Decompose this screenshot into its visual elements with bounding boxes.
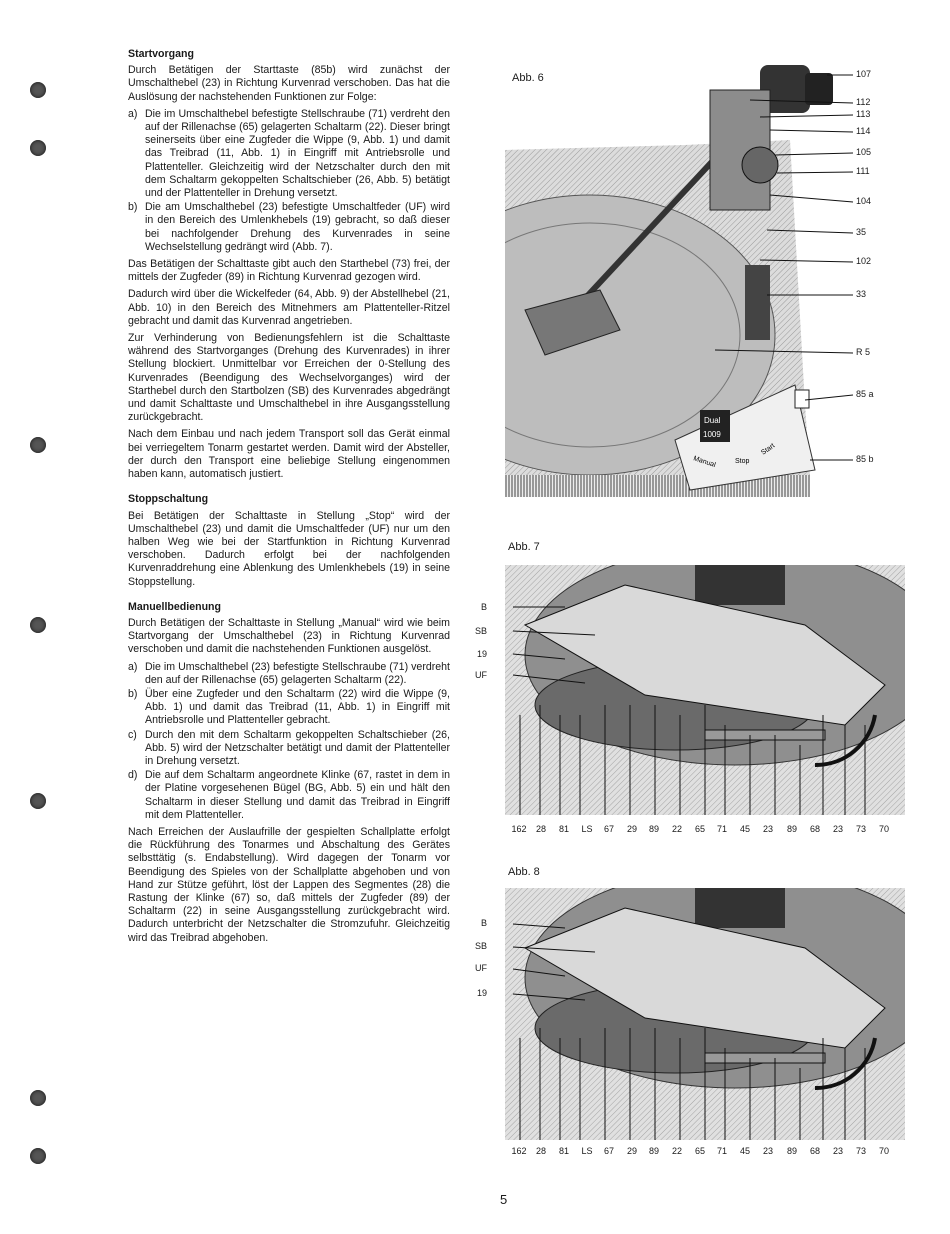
part-number: 162	[511, 1146, 527, 1156]
spring-rod	[705, 1053, 825, 1063]
list-text: Durch den mit dem Schaltarm gekoppelten Schaltschieber (26, Abb. 5) wird der Netzschalter betätigt und damit der Plattenteller in Drehung versetzt.	[145, 728, 450, 767]
spring-rod	[705, 730, 825, 740]
callout-label: 33	[856, 289, 867, 299]
part-number: 89	[648, 1146, 660, 1156]
list-item	[128, 688, 450, 728]
callout-label: 85 a	[856, 389, 874, 399]
callout-label: B	[480, 918, 487, 928]
list-letter: b)	[128, 687, 138, 700]
part-number: 28	[535, 824, 547, 834]
plate-label-dual: Dual	[704, 416, 721, 425]
list-letter: a)	[128, 107, 138, 120]
part-number: 68	[809, 824, 821, 834]
part-number: 89	[786, 1146, 798, 1156]
part-number: 45	[739, 824, 751, 834]
part-number: 45	[739, 1146, 751, 1156]
callout-label: 112	[856, 97, 871, 107]
list-letter: a)	[128, 660, 138, 673]
list-text: Die im Umschalthebel (23) befestigte Stellschraube (71) verdreht den auf der Rillenachse (65) gelagerten Schaltarm (22).	[145, 660, 450, 686]
part-number: 89	[786, 824, 798, 834]
callout-label: R 5	[856, 347, 871, 357]
binder-hole	[30, 82, 46, 98]
part-number: 29	[626, 1146, 638, 1156]
callout-label: 104	[856, 196, 872, 206]
part-number: LS	[581, 824, 593, 834]
part-number: 89	[648, 824, 660, 834]
callout-label: 111	[856, 166, 870, 176]
part-number: 73	[855, 824, 867, 834]
tonearm-bearing	[742, 147, 778, 183]
plate-label-start: Start	[760, 442, 777, 457]
list-item	[128, 769, 450, 822]
list-item	[128, 729, 450, 769]
heading-stop: Stoppschaltung	[128, 493, 209, 506]
callout-label: UF	[475, 963, 487, 973]
paragraph: Dadurch wird über die Wickelfeder (64, Abb. 9) der Abstellhebel (21, Abb. 10) in den Bereich des Mitnehmers am Plattenteller-Ritzel gebracht und damit das Kurvenrad angetrieben.	[128, 288, 450, 327]
figure-abb6-turntable	[505, 55, 950, 505]
callout-label: B	[480, 602, 487, 612]
figure-caption-abb8: Abb. 8	[508, 866, 540, 878]
callout-label: 113	[856, 109, 871, 119]
list-item	[128, 201, 450, 254]
spindle-housing	[695, 888, 785, 928]
stop-text: Bei Betätigen der Schalttaste in Stellung „Stop“ wird der Umschalthebel (23) und damit die Umschaltfeder (UF) nur um den halben Weg wie bei der Startfunktion in Richtung Kurvenrad verschoben. Dadurch erfolgt bei der nachfolgenden Kurvenraddrehung eine Ablenkung des Umlenkhebels (19) in seine Stoppstellung.	[128, 509, 450, 588]
start-intro: Durch Betätigen der Starttaste (85b) wird zunächst der Umschalthebel (23) in Richtung Kurvenrad verschoben. Das hat die Auslösung der nachstehenden Funktionen zur Folge:	[128, 64, 450, 103]
callout-label: 114	[856, 126, 871, 136]
part-number: 67	[603, 1146, 615, 1156]
binder-hole	[30, 437, 46, 453]
list-letter: d)	[128, 769, 138, 782]
figure-abb7-mechanism	[505, 565, 905, 815]
part-number: 81	[558, 824, 570, 834]
list-text: Die am Umschalthebel (23) befestigte Umschaltfeder (UF) wird in den Bereich des Umlenkhebels (19) gebracht, so daß dieser bei nachfolgender Drehung des Kurvenrades in seine Wechselstellung gedrängt wird (Abb. 7).	[145, 201, 450, 253]
part-number: 162	[511, 824, 527, 834]
part-number: 70	[878, 1146, 890, 1156]
callout-label: 102	[856, 256, 872, 266]
heading-manual: Manuellbedienung	[128, 600, 221, 613]
part-number: 71	[716, 824, 728, 834]
callout-label: 19	[476, 649, 487, 659]
part-number: 28	[535, 1146, 547, 1156]
paragraph: Nach dem Einbau und nach jedem Transport soll das Gerät einmal bei verriegeltem Tonarm gestartet werden. Damit wird der Absteller, der durch den Transport eine beliebige Stellung eingenommen haben kann, automatisch justiert.	[128, 428, 450, 481]
spindle-housing	[695, 565, 785, 605]
abb8-bottom-numbers	[0, 1146, 950, 1158]
list-text: Die im Umschalthebel befestigte Stellschraube (71) verdreht den auf der Rillenachse (65) gelagerten Schaltarm (22). Dieser bringt seinerseits über eine Zugfeder die Wippe (9, Abb. 1) und damit das Treibrad (11, Abb. 1) in Eingriff mit Antriebsrolle und Plattenteller. Gleichzeitig wird der Netzschalter durch den mit dem Schaltarm gekoppelten Schaltschieber (26, Abb. 5) betätigt und der Plattenteller in Drehung versetzt.	[145, 107, 450, 200]
plate-label-model: 1009	[703, 430, 721, 439]
part-number: 29	[626, 824, 638, 834]
binder-hole	[30, 140, 46, 156]
callout-label: 107	[856, 69, 872, 79]
plate-label-manual: Manual	[692, 455, 717, 469]
part-number: 65	[694, 1146, 706, 1156]
paragraph: Das Betätigen der Schalttaste gibt auch den Starthebel (73) frei, der mittels der Zugfeder (89) in Richtung Kurvenrad gezogen wird.	[128, 258, 450, 284]
part-number: 23	[832, 1146, 844, 1156]
abb7-bottom-numbers	[0, 824, 950, 836]
callout-label: 19	[476, 988, 487, 998]
list-text: Die auf dem Schaltarm angeordnete Klinke (67, rastet in dem in der Platine vorgesehenen Bügel (BG, Abb. 5) ein und hält den Schaltarm in dieser Stellung und damit das Treibrad in Eingriff mit dem Plattenteller.	[145, 769, 450, 821]
part-number: 71	[716, 1146, 728, 1156]
list-item	[128, 108, 450, 200]
manual-list	[128, 661, 450, 822]
callout-label: 85 b	[856, 454, 874, 464]
binder-hole	[30, 617, 46, 633]
manual-outro: Nach Erreichen der Auslaufrille der gespielten Schallplatte erfolgt die Rückführung des Tonarmes und Abschaltung des Gerätes selbsttätig (s. Endabstellung). Wird dagegen der Tonarm vor Beendigung des Spieles von der Schallplatte abgehoben und von Hand zur Stütze geführt, löst der Lappen des Segmentes (28) die Rastung der Klinke (67) so, daß mittels der Zugfeder (89) der Schaltarm (22) in seine Ausgangsstellung zurückgebracht wird. Dadurch unterbricht der Netzschalter die Stromzufuhr. Gleichzeitig wird das Treibrad abgehoben.	[128, 825, 450, 944]
binder-hole	[30, 793, 46, 809]
list-letter: c)	[128, 728, 137, 741]
part-number: 23	[762, 824, 774, 834]
plate-label-stop: Stop	[735, 458, 750, 465]
key-85a	[795, 390, 809, 408]
part-number: 81	[558, 1146, 570, 1156]
start-list	[128, 108, 450, 254]
part-number: 68	[809, 1146, 821, 1156]
section-manual	[128, 601, 450, 945]
text-column	[128, 48, 450, 949]
callout-label: 105	[856, 147, 872, 157]
part-number: LS	[581, 1146, 593, 1156]
figure-caption-abb6: Abb. 6	[512, 72, 544, 84]
binder-hole	[30, 1090, 46, 1106]
part-number: 67	[603, 824, 615, 834]
list-item	[128, 661, 450, 687]
counterweight-knob	[805, 73, 833, 105]
part-number: 65	[694, 824, 706, 834]
callout-label: SB	[474, 626, 487, 636]
callout-label: UF	[475, 670, 487, 680]
figure-abb8-mechanism	[505, 888, 905, 1140]
part-number: 23	[832, 824, 844, 834]
callout-label: SB	[474, 941, 487, 951]
figure-caption-abb7: Abb. 7	[508, 541, 540, 553]
heading-start: Startvorgang	[128, 48, 194, 60]
part-number: 70	[878, 824, 890, 834]
manual-intro: Durch Betätigen der Schalttaste in Stellung „Manual“ wird wie beim Startvorgang der Umschalthebel (23) in Richtung Kurvenrad verschoben und damit die nachstehenden Funktionen ausgelöst.	[128, 616, 450, 656]
section-stop	[128, 493, 450, 588]
part-number: 23	[762, 1146, 774, 1156]
part-number: 73	[855, 1146, 867, 1156]
callout-label: 35	[856, 227, 867, 237]
page-number: 5	[500, 1192, 508, 1207]
part-number: 22	[671, 1146, 683, 1156]
list-text: Über eine Zugfeder und den Schaltarm (22) wird die Wippe (9, Abb. 1) und damit das Treibrad (11, Abb. 1) in Eingriff mit Antriebsrolle und Plattenteller gebracht.	[145, 687, 450, 727]
paragraph: Zur Verhinderung von Bedienungsfehlern ist die Schalttaste während des Startvorganges (Drehung des Kurvenrades) in ihrer Stellung blockiert. Unmittelbar vor Erreichen der 0-Stellung des Kurvenrades (Beendigung des Wechselvorganges) wird der Starthebel durch den Startbolzen (SB) des Kurvenrades abgedrängt und damit Schalttaste und Umschalthebel in ihre Ausgangsstellung zurückgebracht.	[128, 332, 450, 424]
arm-rest	[745, 265, 770, 340]
part-number: 22	[671, 824, 683, 834]
list-letter: b)	[128, 201, 138, 214]
